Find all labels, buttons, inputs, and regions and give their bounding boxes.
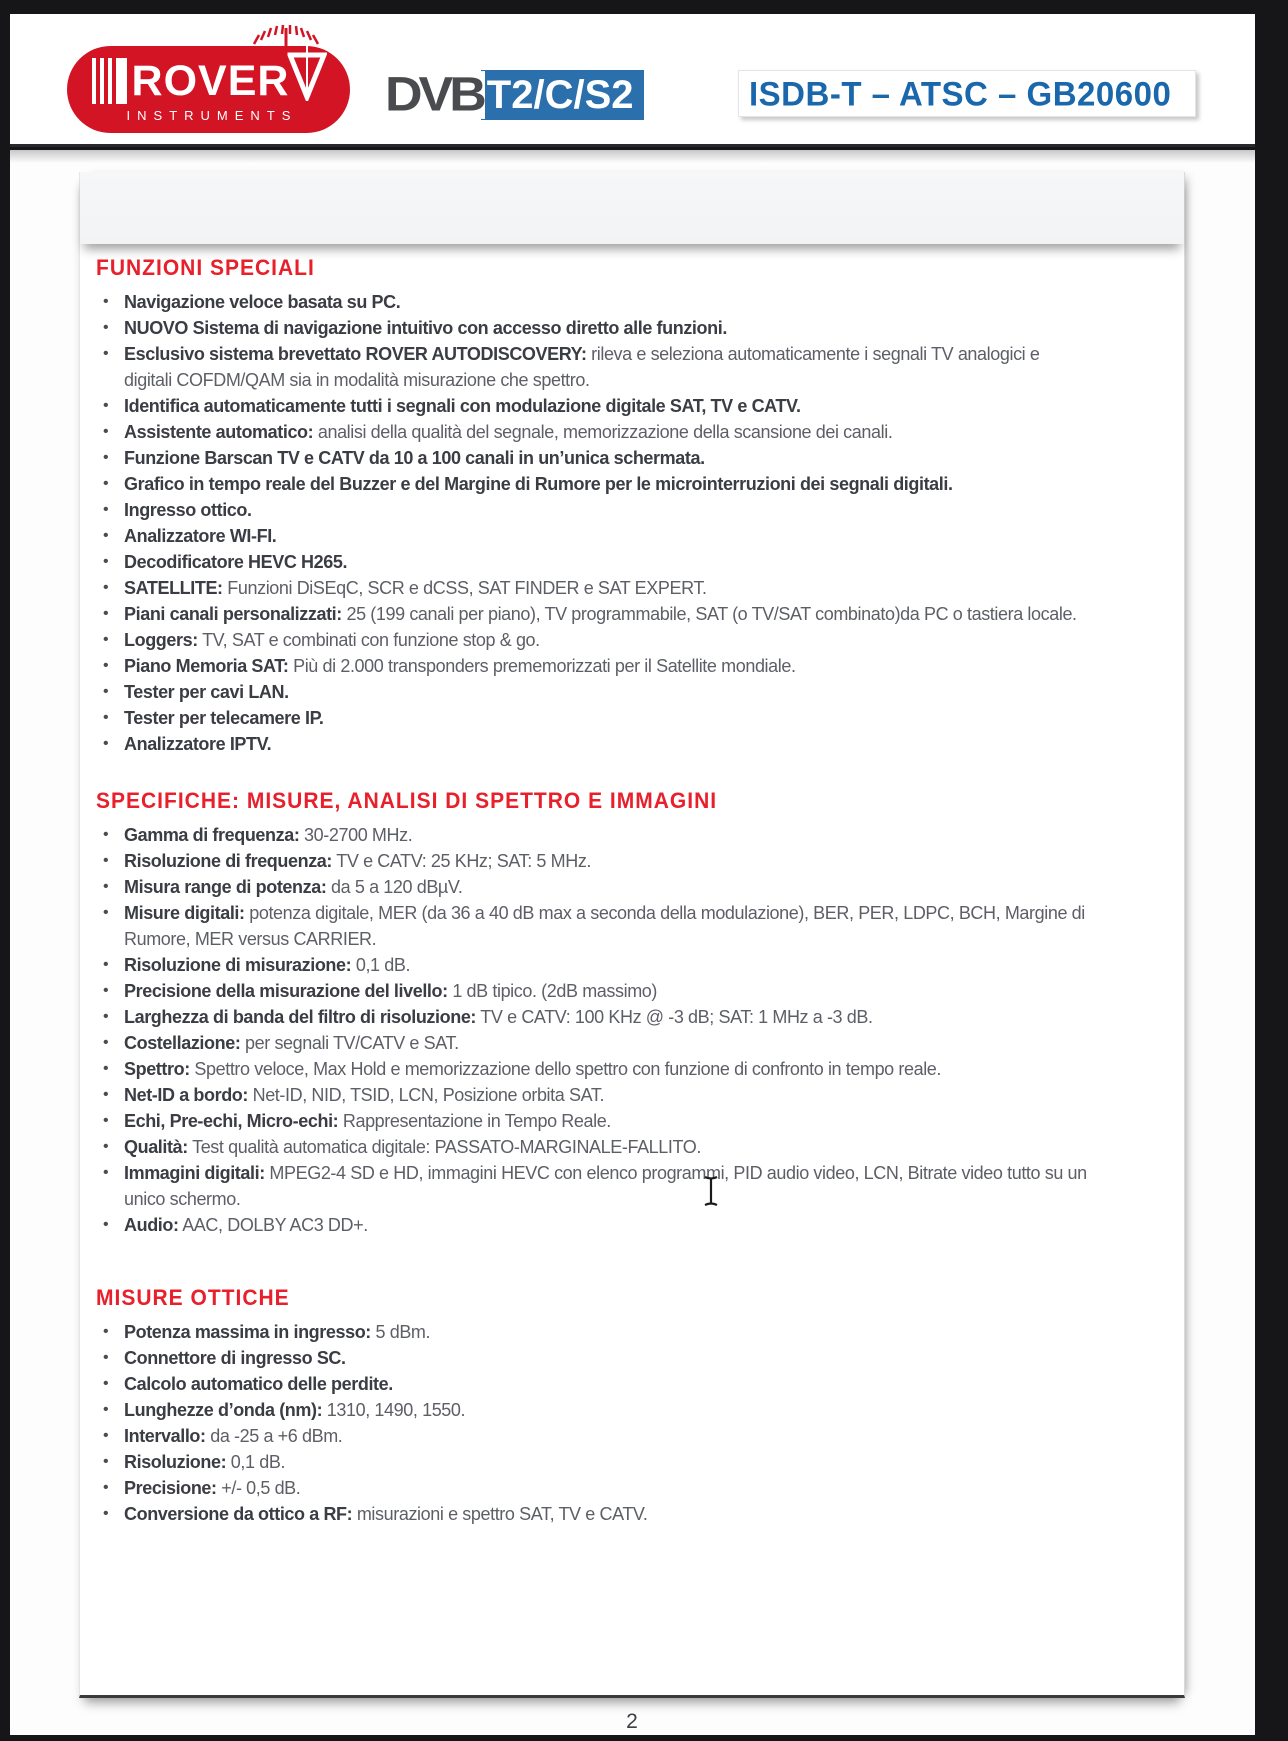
spec-item: • Net-ID a bordo: Net-ID, NID, TSID, LCN, Posizione orbita SAT. [96, 1082, 1091, 1108]
rover-logo-subtext: INSTRUMENTS [126, 108, 298, 123]
bullet-dot: • [103, 709, 109, 726]
bullet-dot: • [103, 423, 109, 440]
dvb-logo [385, 66, 644, 124]
spec-item: • Conversione da ottico a RF: misurazioni e spettro SAT, TV e CATV. [96, 1501, 1091, 1527]
gauge-needle-icon [242, 22, 326, 56]
spec-item: • Calcolo automatico delle perdite. [96, 1371, 1091, 1397]
bullet-dot: • [103, 1349, 109, 1366]
spec-item: • Decodificatore HEVC H265. [96, 549, 1091, 575]
bullet-dot: • [103, 904, 109, 921]
standards-badge-text: ISDB-T – ATSC – GB20600 [749, 73, 1172, 113]
bullet-dot: • [103, 1401, 109, 1418]
logo-bars-icon [92, 58, 127, 104]
header-shadow [10, 150, 1255, 163]
bullet-dot: • [103, 1323, 109, 1340]
spec-item: • Risoluzione: 0,1 dB. [96, 1449, 1091, 1475]
bullet-dot: • [103, 852, 109, 869]
spec-item: • SATELLITE: Funzioni DiSEqC, SCR e dCSS, SAT FINDER e SAT EXPERT. [96, 575, 1091, 601]
bullet-dot: • [103, 579, 109, 596]
bullet-dot: • [103, 1034, 109, 1051]
bullet-dot: • [103, 345, 109, 362]
bullet-dot: • [103, 878, 109, 895]
spec-item: • Piano Memoria SAT: Più di 2.000 transponders prememorizzati per il Satellite mondiale. [96, 653, 1091, 679]
sections [80, 256, 1184, 1527]
spec-item: • Misure digitali: potenza digitale, MER (da 36 a 40 dB max a seconda della modulazione), BER, PER, LDPC, BCH, Margine di Rumore, MER versus CARRIER. [96, 900, 1091, 952]
spec-item: • Connettore di ingresso SC. [96, 1345, 1091, 1371]
bullet-dot: • [103, 657, 109, 674]
bullet-dot: • [103, 1086, 109, 1103]
section-list [96, 822, 1091, 1238]
spec-item: • Larghezza di banda del filtro di risoluzione: TV e CATV: 100 KHz @ -3 dB; SAT: 1 MHz a -3 dB. [96, 1004, 1091, 1030]
spec-item: • Lunghezze d’onda (nm): 1310, 1490, 1550. [96, 1397, 1091, 1423]
spec-item: • Precisione della misurazione del livello: 1 dB tipico. (2dB massimo) [96, 978, 1091, 1004]
bullet-dot: • [103, 683, 109, 700]
spec-item: • Misura range di potenza: da 5 a 120 dBµV. [96, 874, 1091, 900]
bullet-dot: • [103, 475, 109, 492]
spec-item: • Qualità: Test qualità automatica digitale: PASSATO-MARGINALE-FALLITO. [96, 1134, 1091, 1160]
bullet-dot: • [103, 553, 109, 570]
spec-item: • Echi, Pre-echi, Micro-echi: Rappresentazione in Tempo Reale. [96, 1108, 1091, 1134]
bullet-dot: • [103, 1008, 109, 1025]
bullet-dot: • [103, 735, 109, 752]
spec-item: • Grafico in tempo reale del Buzzer e del Margine di Rumore per le microinterruzioni dei segnali digitali. [96, 471, 1091, 497]
bullet-dot: • [103, 1060, 109, 1077]
spec-item: • Audio: AAC, DOLBY AC3 DD+. [96, 1212, 1091, 1238]
spec-content-box [79, 172, 1185, 1698]
spec-item: • Costellazione: per segnali TV/CATV e SAT. [96, 1030, 1091, 1056]
spec-item: • Spettro: Spettro veloce, Max Hold e memorizzazione dello spettro con funzione di confronto in tempo reale. [96, 1056, 1091, 1082]
spec-item: • Gamma di frequenza: 30-2700 MHz. [96, 822, 1091, 848]
spec-item: • Tester per cavi LAN. [96, 679, 1091, 705]
rover-logo-text: ROVER [131, 56, 290, 105]
bullet-dot: • [103, 1505, 109, 1522]
spec-item: • Immagini digitali: MPEG2-4 SD e HD, immagini HEVC con elenco programmi, PID audio video, LCN, Bitrate video tutto su un unico schermo. [96, 1160, 1091, 1212]
standards-badge [738, 70, 1196, 117]
bullet-dot: • [103, 1138, 109, 1155]
bullet-dot: • [103, 631, 109, 648]
bullet-dot: • [103, 1216, 109, 1233]
bullet-dot: • [103, 982, 109, 999]
bullet-dot: • [103, 527, 109, 544]
spec-item: • Ingresso ottico. [96, 497, 1091, 523]
spec-item: • Esclusivo sistema brevettato ROVER AUTODISCOVERY: rileva e seleziona automaticamente i segnali TV analogici e digitali COFDM/QAM sia in modalità misurazione che spettro. [96, 341, 1091, 393]
spec-item: • Intervallo: da -25 a +6 dBm. [96, 1423, 1091, 1449]
spec-item: • Tester per telecamere IP. [96, 705, 1091, 731]
dvb-logo-text: DVB [385, 68, 483, 122]
section-list [96, 1319, 1091, 1527]
bullet-dot: • [103, 397, 109, 414]
spec-item: • NUOVO Sistema di navigazione intuitivo con accesso diretto alle funzioni. [96, 315, 1091, 341]
bullet-dot: • [103, 826, 109, 843]
page-number: 2 [626, 1710, 638, 1733]
spec-item: • Risoluzione di misurazione: 0,1 dB. [96, 952, 1091, 978]
spec-item: • Piani canali personalizzati: 25 (199 canali per piano), TV programmabile, SAT (o TV/SAT combinato)da PC o tastiera locale. [96, 601, 1091, 627]
bullet-dot: • [103, 956, 109, 973]
spec-item: • Precisione: +/- 0,5 dB. [96, 1475, 1091, 1501]
bullet-dot: • [103, 605, 109, 622]
spec-item: • Analizzatore IPTV. [96, 731, 1091, 757]
section-title: FUNZIONI SPECIALI [96, 256, 315, 281]
section-title: SPECIFICHE: MISURE, ANALISI DI SPETTRO E IMMAGINI [96, 789, 718, 814]
bullet-dot: • [103, 501, 109, 518]
spec-item: • Navigazione veloce basata su PC. [96, 289, 1091, 315]
spec-item: • Risoluzione di frequenza: TV e CATV: 25 KHz; SAT: 5 MHz. [96, 848, 1091, 874]
section-title: MISURE OTTICHE [96, 1286, 290, 1311]
section-list [96, 289, 1091, 757]
bullet-dot: • [103, 1112, 109, 1129]
bullet-dot: • [103, 293, 109, 310]
bullet-dot: • [103, 449, 109, 466]
bullet-dot: • [103, 1427, 109, 1444]
bullet-dot: • [103, 1479, 109, 1496]
rover-instruments-logo [67, 46, 350, 133]
spec-item: • Funzione Barscan TV e CATV da 10 a 100 canali in un’unica schermata. [96, 445, 1091, 471]
content-header-band [80, 172, 1184, 244]
spec-item: • Analizzatore WI-FI. [96, 523, 1091, 549]
spec-item: • Identifica automaticamente tutti i segnali con modulazione digitale SAT, TV e CATV. [96, 393, 1091, 419]
page-header [10, 14, 1255, 147]
dvb-standards-band: T2/C/S2 [481, 70, 644, 120]
spec-item: • Potenza massima in ingresso: 5 dBm. [96, 1319, 1091, 1345]
bullet-dot: • [103, 1375, 109, 1392]
text-cursor-icon [701, 1175, 721, 1207]
spec-item: • Loggers: TV, SAT e combinati con funzione stop & go. [96, 627, 1091, 653]
spec-item: • Assistente automatico: analisi della qualità del segnale, memorizzazione della scansione dei canali. [96, 419, 1091, 445]
bullet-dot: • [103, 319, 109, 336]
bullet-dot: • [103, 1164, 109, 1181]
bullet-dot: • [103, 1453, 109, 1470]
